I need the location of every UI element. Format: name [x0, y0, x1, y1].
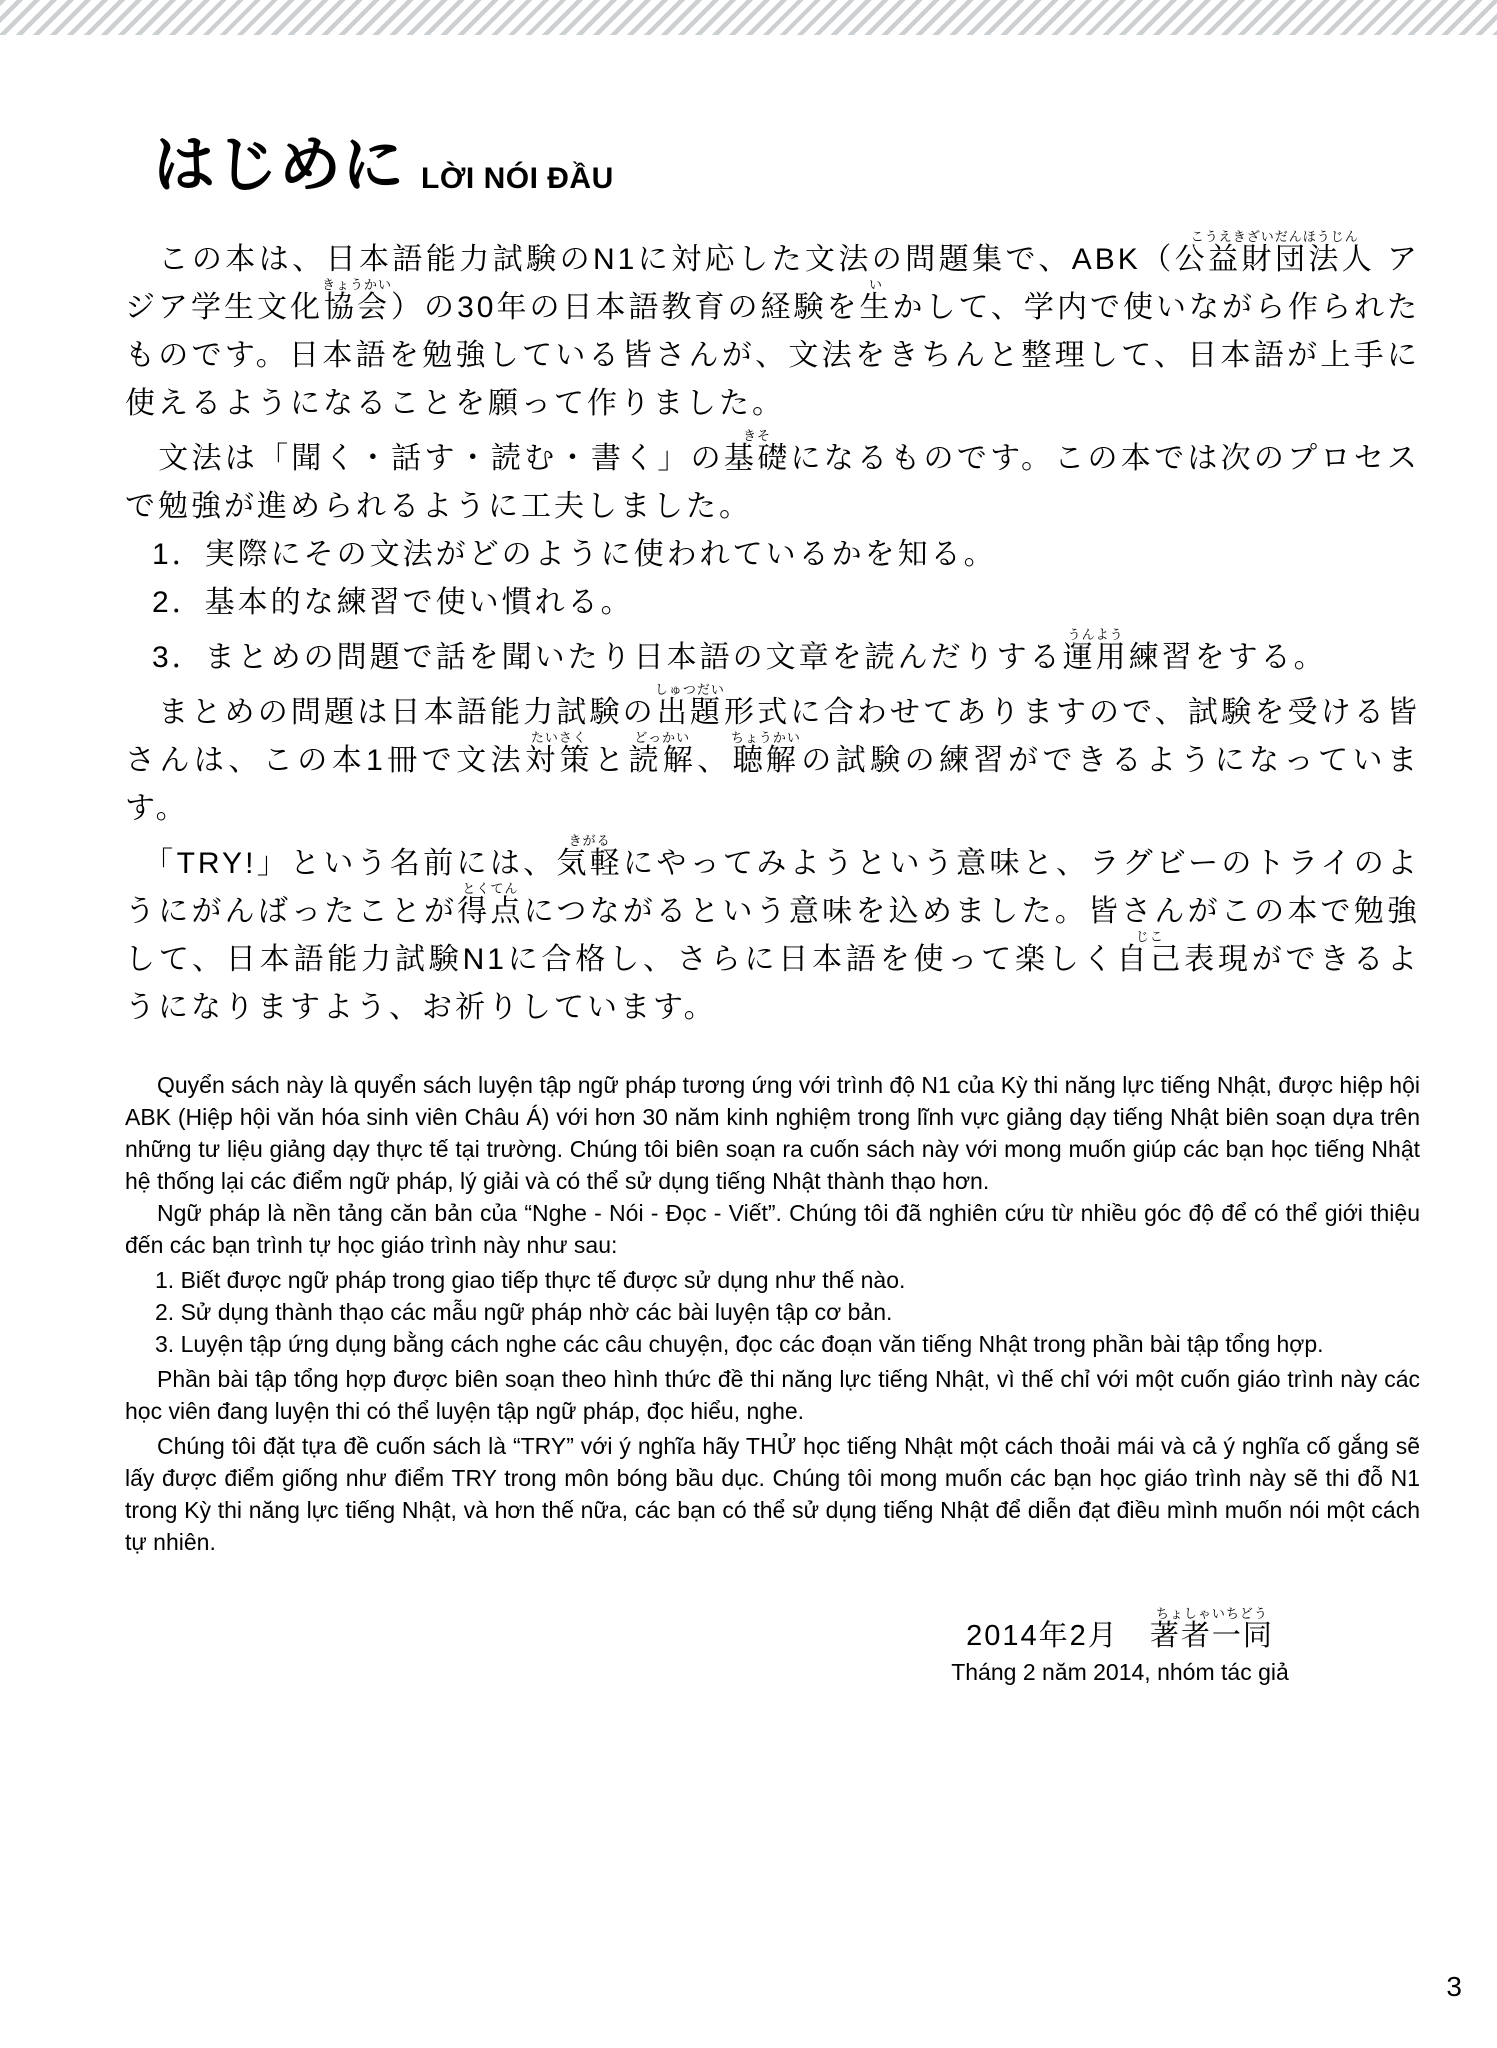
- title-vietnamese: LỜI NÓI ĐẦU: [421, 162, 614, 195]
- jp-list-item-2: 2．基本的な練習で使い慣れる。: [152, 586, 634, 619]
- jp-paragraph-3: まとめの問題は日本語能力試験の出題しゅつだい形式に合わせてありますので、試験を受ける皆さんは、この本1冊で文法対策たいさくと読解どっかい、聴解ちょうかいの試験の練習ができるようになっています。: [125, 682, 1420, 825]
- page-number: 3: [1446, 1971, 1462, 2002]
- vi-list-item-2: 2. Sử dụng thành thạo các mẫu ngữ pháp nhờ các bài luyện tập cơ bản.: [155, 1299, 893, 1325]
- vi-list-item-1: 1. Biết được ngữ pháp trong giao tiếp thực tế được sử dụng như thế nào.: [155, 1267, 906, 1293]
- page-content: [0, 131, 1497, 1687]
- vi-paragraph-4: Chúng tôi đặt tựa đề cuốn sách là “TRY” với ý nghĩa hãy THỬ học tiếng Nhật một cách thoải mái và cả ý nghĩa cố gắng sẽ lấy được điểm giống như điểm TRY trong môn bóng bầu dục. Chúng tôi mong muốn các bạn học giáo trình này sẽ thi đỗ N1 trong Kỳ thi năng lực tiếng Nhật, và hơn thế nữa, các bạn có thể sử dụng tiếng Nhật để diễn đạt điều mình muốn nói một cách tự nhiên.: [125, 1433, 1420, 1555]
- jp-process-list: [125, 531, 1420, 682]
- japanese-preface: [125, 229, 1420, 1032]
- vi-list-item-3: 3. Luyện tập ứng dụng bằng cách nghe các câu chuyện, đọc các đoạn văn tiếng Nhật trong phần bài tập tổng hợp.: [155, 1331, 1324, 1357]
- vi-process-list: [125, 1264, 1420, 1360]
- page-title: [153, 131, 1420, 200]
- signature-vietnamese: Tháng 2 năm 2014, nhóm tác giả: [951, 1659, 1289, 1685]
- jp-list-item-3: 3．まとめの問題で話を聞いたり日本語の文章を読んだりする運用うんよう練習をする。: [152, 627, 1327, 674]
- vi-paragraph-2: Ngữ pháp là nền tảng căn bản của “Nghe - Nói - Đọc - Viết”. Chúng tôi đã nghiên cứu từ nhiều góc độ để có thể giới thiệu đến các bạn trình tự học giáo trình này như sau:: [125, 1200, 1420, 1258]
- signature-japanese: 2014年2月 著者一同ちょしゃいちどう: [966, 1606, 1274, 1652]
- jp-paragraph-4: 「TRY!」という名前には、気軽きがるにやってみようという意味と、ラグビーのトライのようにがんばったことが得点とくてんにつながるという意味を込めました。皆さんがこの本で勉強して、日本語能力試験N1に合格し、さらに日本語を使って楽しく自己じこ表現ができるようになりますよう、お祈りしています。: [125, 833, 1421, 1024]
- jp-list-item-1: 1．実際にその文法がどのように使われているかを知る。: [152, 538, 997, 571]
- signature-block: [880, 1606, 1360, 1687]
- vi-paragraph-3: Phần bài tập tổng hợp được biên soạn theo hình thức đề thi năng lực tiếng Nhật, vì thế chỉ với một cuốn giáo trình này các học viên đang luyện thi có thể luyện tập ngữ pháp, đọc hiểu, nghe.: [125, 1366, 1420, 1424]
- jp-paragraph-1: この本は、日本語能力試験のN1に対応した文法の問題集で、ABK（公益財団法人こうえきざいだんほうじん アジア学生文化協会きょうかい）の30年の日本語教育の経験を生いかして、学内で使いながら作られたものです。日本語を勉強している皆さんが、文法をきちんと整理して、日本語が上手に使えるようになることを願って作りました。: [125, 229, 1420, 420]
- title-japanese: はじめに: [153, 131, 406, 200]
- vi-paragraph-1: Quyển sách này là quyển sách luyện tập ngữ pháp tương ứng với trình độ N1 của Kỳ thi năng lực tiếng Nhật, được hiệp hội ABK (Hiệp hội văn hóa sinh viên Châu Á) với hơn 30 năm kinh nghiệm trong lĩnh vực giảng dạy tiếng Nhật biên soạn dựa trên những tư liệu giảng dạy thực tế tại trường. Chúng tôi biên soạn ra cuốn sách này với mong muốn giúp các bạn học tiếng Nhật hệ thống lại các điểm ngữ pháp, lý giải và có thể sử dụng tiếng Nhật thành thạo hơn.: [125, 1072, 1420, 1194]
- top-stripe-decoration: [0, 0, 1497, 35]
- jp-paragraph-2: 文法は「聞く・話す・読む・書く」の基礎きそになるものです。この本では次のプロセスで勉強が進められるように工夫しました。: [125, 428, 1420, 523]
- vietnamese-preface: [125, 1069, 1420, 1558]
